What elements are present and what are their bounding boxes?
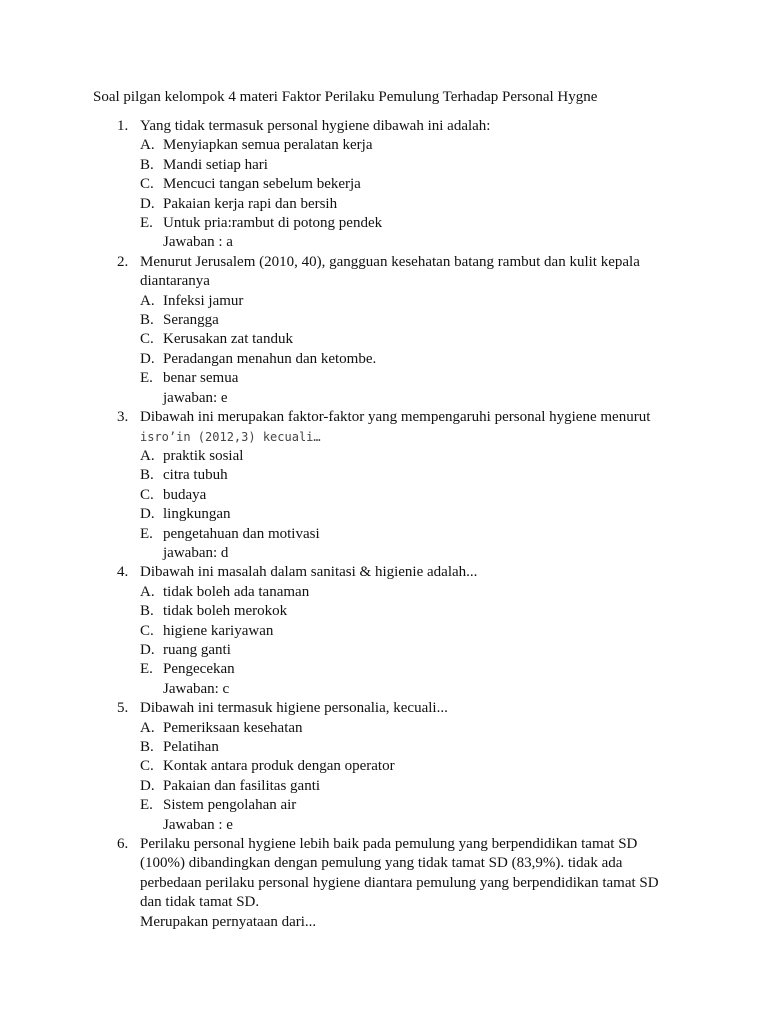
option-text: Pemeriksaan kesehatan	[163, 719, 303, 736]
option-text: Pelatihan	[163, 739, 219, 755]
option-letter: B.	[140, 312, 154, 329]
option-text: Kontak antara produk dengan operator	[163, 758, 395, 775]
option-text: praktik sosial	[163, 447, 244, 464]
question-item	[0, 253, 768, 408]
option-list	[0, 447, 768, 544]
question-item	[0, 835, 768, 932]
question-text-tail: isro’in (2012,3) kecuali…	[140, 429, 321, 444]
option-letter: B.	[140, 467, 154, 484]
question-item	[0, 117, 768, 253]
answer-key: jawaban: e	[163, 389, 228, 406]
question-text: Dibawah ini masalah dalam sanitasi & higienie adalah...	[140, 564, 478, 581]
option-list	[0, 583, 768, 680]
option-text: Mencuci tangan sebelum bekerja	[163, 176, 361, 193]
option-item	[0, 777, 768, 796]
question-stem	[0, 563, 768, 582]
question-item	[0, 699, 768, 835]
option-item	[0, 369, 768, 388]
option-letter: E.	[140, 525, 153, 542]
option-text: ruang ganti	[163, 641, 231, 658]
question-stem	[0, 408, 768, 447]
option-text: citra tubuh	[163, 467, 228, 484]
option-text: Sistem pengolahan air	[163, 797, 297, 814]
option-item	[0, 466, 768, 485]
option-text: tidak boleh ada tanaman	[163, 583, 310, 600]
option-letter: C.	[140, 622, 154, 639]
option-text: Mandi setiap hari	[163, 156, 268, 173]
option-letter: D.	[140, 641, 155, 658]
answer-key: Jawaban : e	[163, 816, 233, 833]
option-letter: E.	[140, 797, 153, 814]
question-stem	[0, 699, 768, 718]
question-text: Dibawah ini termasuk higiene personalia, kecuali...	[140, 700, 448, 717]
document-title: Soal pilgan kelompok 4 materi Faktor Perilaku Pemulung Terhadap Personal Hygne	[93, 89, 598, 105]
option-item	[0, 583, 768, 602]
option-item	[0, 175, 768, 194]
option-letter: C.	[140, 176, 154, 193]
option-list	[0, 136, 768, 233]
option-item	[0, 350, 768, 369]
option-text: Infeksi jamur	[163, 292, 244, 309]
option-item	[0, 156, 768, 175]
option-text: Serangga	[163, 312, 219, 329]
option-letter: E.	[140, 215, 153, 232]
option-text: pengetahuan dan motivasi	[163, 525, 320, 542]
option-item	[0, 214, 768, 233]
option-letter: D.	[140, 350, 155, 367]
option-letter: A.	[140, 137, 155, 154]
option-letter: B.	[140, 603, 154, 620]
option-item	[0, 447, 768, 466]
option-item	[0, 622, 768, 641]
option-item	[0, 641, 768, 660]
option-letter: A.	[140, 583, 155, 600]
option-item	[0, 719, 768, 738]
question-stem	[0, 117, 768, 136]
option-text: higiene kariyawan	[163, 622, 274, 639]
answer-key: jawaban: d	[163, 544, 229, 561]
option-letter: A.	[140, 447, 155, 464]
option-list	[0, 292, 768, 389]
option-letter: C.	[140, 331, 154, 348]
question-item	[0, 563, 768, 699]
option-text: Pakaian dan fasilitas ganti	[163, 777, 321, 794]
option-letter: E.	[140, 661, 153, 678]
option-text: tidak boleh merokok	[163, 603, 288, 620]
option-letter: A.	[140, 292, 155, 309]
question-prompt: Merupakan pernyataan dari...	[140, 913, 317, 930]
option-text: benar semua	[163, 370, 239, 387]
answer-key: Jawaban : a	[163, 234, 233, 251]
option-item	[0, 757, 768, 776]
option-letter: A.	[140, 719, 155, 736]
option-item	[0, 136, 768, 155]
option-letter: D.	[140, 777, 155, 794]
option-letter: B.	[140, 156, 154, 173]
option-letter: B.	[140, 739, 154, 755]
option-item	[0, 796, 768, 815]
question-stem	[0, 253, 768, 292]
question-text: Yang tidak termasuk personal hygiene dibawah ini adalah:	[140, 118, 491, 134]
option-text: Pakaian kerja rapi dan bersih	[163, 195, 338, 212]
option-text: Peradangan menahun dan ketombe.	[163, 350, 377, 367]
question-text: Menurut Jerusalem (2010, 40), gangguan kesehatan batang rambut dan kulit kepala diantaranya	[140, 253, 640, 290]
option-text: budaya	[163, 486, 207, 503]
question-item	[0, 408, 768, 563]
option-item	[0, 738, 768, 757]
option-item	[0, 505, 768, 524]
question-text-main: Dibawah ini merupakan faktor-faktor yang mempengaruhi personal hygiene menurut	[140, 409, 651, 426]
question-stem	[0, 835, 768, 913]
option-item	[0, 660, 768, 679]
option-text: Menyiapkan semua peralatan kerja	[163, 137, 373, 154]
option-letter: D.	[140, 195, 155, 212]
option-letter: D.	[140, 506, 155, 523]
option-text: Pengecekan	[163, 661, 235, 678]
option-text: lingkungan	[163, 506, 231, 523]
option-item	[0, 311, 768, 330]
option-item	[0, 330, 768, 349]
option-letter: E.	[140, 370, 153, 387]
option-item	[0, 292, 768, 311]
option-text: Kerusakan zat tanduk	[163, 331, 293, 348]
question-text: Perilaku personal hygiene lebih baik pada pemulung yang berpendidikan tamat SD (100%) dibandingkan dengan pemulung yang tidak tamat SD (83,9%). tidak ada perbedaan perilaku personal hygiene diantara pemulung yang berpendidikan tamat SD dan tidak tamat SD.	[140, 836, 659, 911]
option-text: Untuk pria:rambut di potong pendek	[163, 215, 383, 232]
option-item	[0, 525, 768, 544]
answer-key: Jawaban: c	[163, 680, 230, 697]
question-text	[140, 408, 680, 447]
question-list	[0, 117, 768, 932]
option-item	[0, 602, 768, 621]
question-number: 6.	[117, 836, 129, 853]
question-number: 5.	[117, 700, 129, 717]
option-item	[0, 195, 768, 214]
question-number: 1.	[117, 118, 129, 134]
option-letter: C.	[140, 758, 154, 775]
option-letter: C.	[140, 486, 154, 503]
option-item	[0, 486, 768, 505]
question-number: 2.	[117, 253, 129, 270]
option-list	[0, 719, 768, 816]
question-number: 4.	[117, 564, 129, 581]
question-number: 3.	[117, 409, 129, 426]
